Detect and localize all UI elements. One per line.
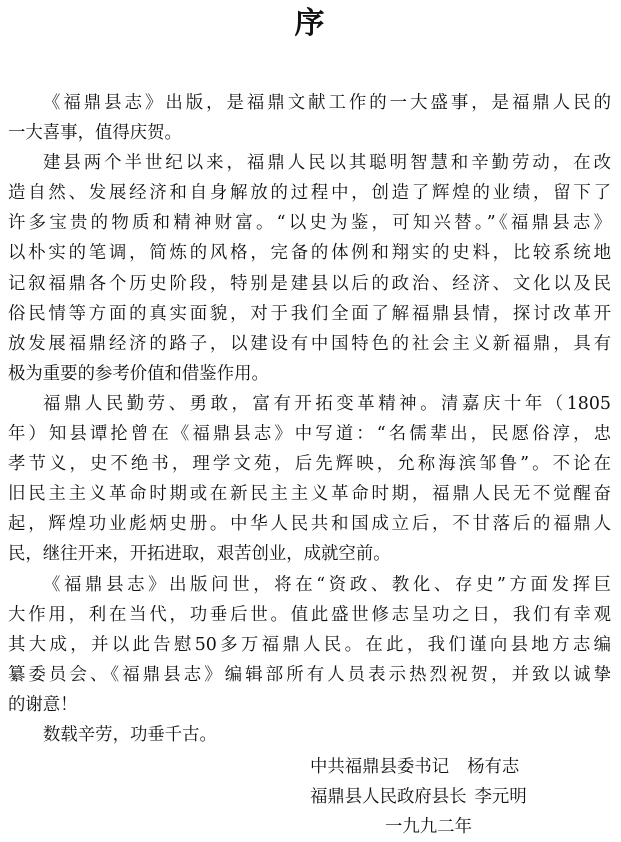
signature-org: 中共福鼎县委书记 bbox=[310, 757, 450, 777]
page-title: 序 bbox=[294, 6, 327, 41]
signature-date: 一九九二年 bbox=[385, 817, 472, 837]
text-line: 纂委员会、《福鼎县志》编辑部所有人员表示热烈祝贺，并致以诚挚 bbox=[8, 664, 611, 685]
text-line: 极为重要的参考价值和借鉴作用。 bbox=[8, 363, 269, 384]
signature-row bbox=[310, 782, 610, 812]
text-line: 《福鼎县志》出版，是福鼎文献工作的一大盛事，是福鼎人民的 bbox=[43, 93, 611, 113]
text-line: 建县两个半世纪以来，福鼎人民以其聪明智慧和辛勤劳动，在改 bbox=[43, 153, 611, 174]
text-line: 民，继往开来，开拓进取，艰苦创业，成就空前。 bbox=[8, 544, 391, 565]
text-line: 起，辉煌功业彪炳史册。中华人民共和国成立后，不甘落后的福鼎人 bbox=[8, 514, 611, 535]
text-line: 旧民主主义革命时期或在新民主主义革命时期，福鼎人民无不觉醒奋 bbox=[8, 484, 611, 505]
text-line: 记叙福鼎各个历史阶段，特别是建县以后的政治、经济、文化以及民 bbox=[8, 273, 611, 294]
signature-org: 福鼎县人民政府县长 bbox=[310, 787, 467, 807]
text-line: 造自然、发展经济和自身解放的过程中，创造了辉煌的业绩，留下了 bbox=[8, 183, 611, 204]
text-line: 俗民情等方面的真实面貌，对于我们全面了解福鼎县情，探讨改革开 bbox=[8, 303, 611, 324]
text-line: 数载辛劳，功垂千古。 bbox=[43, 724, 217, 745]
signature-name: 杨有志 bbox=[467, 757, 520, 777]
signature-row bbox=[310, 752, 610, 782]
text-line: 许多宝贵的物质和精神财富。“以史为鉴，可知兴替。”《福鼎县志》 bbox=[8, 213, 611, 234]
text-line: 《福鼎县志》出版问世，将在“资政、教化、存史”方面发挥巨 bbox=[43, 574, 611, 595]
text-line: 以朴实的笔调，简炼的风格，完备的体例和翔实的史料，比较系统地 bbox=[8, 243, 611, 264]
text-line: 福鼎人民勤劳、勇敢，富有开拓变革精神。清嘉庆十年（1805 bbox=[43, 393, 611, 414]
text-line: 的谢意！ bbox=[8, 694, 78, 715]
text-line: 大作用，利在当代，功垂后世。值此盛世修志呈功之日，我们有幸观 bbox=[8, 604, 611, 625]
preface-body bbox=[8, 88, 611, 750]
text-line: 其大成，并以此告慰50多万福鼎人民。在此，我们谨向县地方志编 bbox=[8, 634, 611, 655]
signature-block bbox=[310, 752, 610, 812]
text-line: 孝节义，史不绝书，理学文苑，后先辉映，允称海滨邹鲁”。不论在 bbox=[8, 454, 611, 475]
text-line: 年）知县谭抡曾在《福鼎县志》中写道：“名儒辈出，民愿俗淳，忠 bbox=[8, 424, 611, 445]
text-line: 一大喜事，值得庆贺。 bbox=[8, 123, 182, 144]
signature-name: 李元明 bbox=[474, 787, 527, 807]
text-line: 放发展福鼎经济的路子，以建设有中国特色的社会主义新福鼎，具有 bbox=[8, 333, 611, 354]
